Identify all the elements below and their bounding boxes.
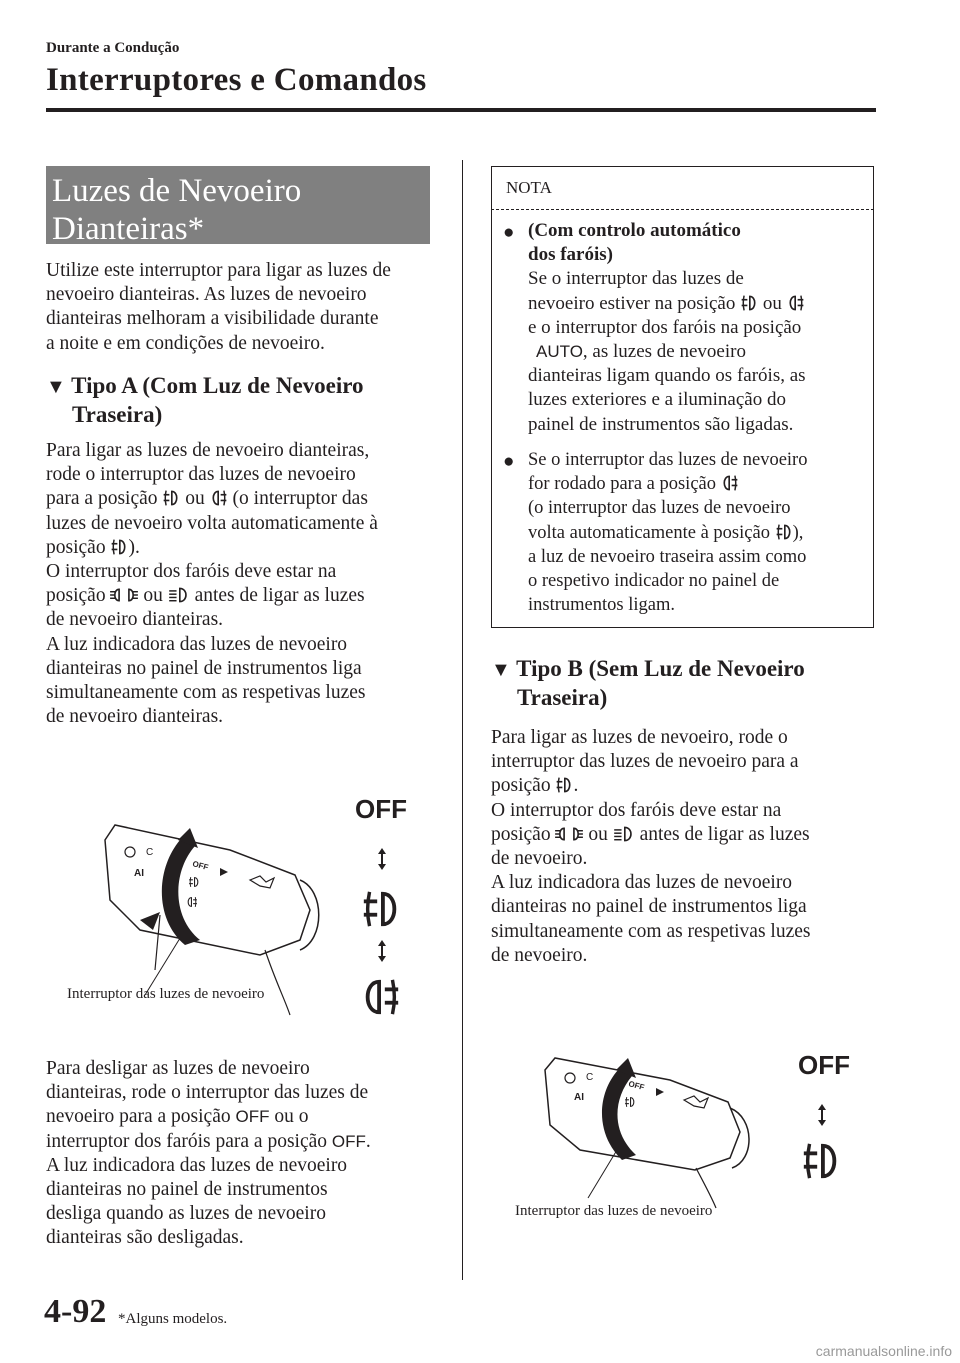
text-line: Para ligar as luzes de nevoeiro dianteiras, — [46, 440, 370, 461]
text-line: dianteiras no painel de instrumentos — [46, 1179, 328, 1201]
headlight-icon — [613, 825, 635, 843]
text-line: rode o interruptor das luzes de nevoeiro — [46, 464, 356, 486]
text-line: dianteiras, rode o interruptor das luzes de — [46, 1082, 369, 1104]
text-line: ou — [588, 823, 608, 845]
front-fog-icon — [775, 523, 793, 541]
watermark: carmanualsonline.info — [815, 1343, 952, 1359]
figure-caption: Interruptor das luzes de nevoeiro — [67, 986, 265, 1002]
text-line: (o interruptor das — [232, 488, 368, 510]
text-line: . — [573, 775, 579, 797]
text-line: o respetivo indicador no painel de — [528, 571, 780, 592]
subheading-line1: Tipo B (Sem Luz de Nevoeiro — [516, 656, 805, 681]
intro-line: a noite e em condições de nevoeiro. — [46, 332, 325, 354]
subheading-tipo-b — [491, 655, 805, 712]
bullet-icon: ● — [503, 451, 515, 472]
parking-light-icon — [110, 586, 138, 604]
text-line: O interruptor dos faróis deve estar na — [46, 561, 337, 583]
front-fog-icon — [110, 538, 128, 556]
text-line: interruptor das luzes de nevoeiro para a — [491, 751, 799, 773]
rear-fog-icon — [787, 294, 805, 312]
off-symbol-text: OFF — [235, 1107, 270, 1127]
rear-fog-icon — [210, 489, 228, 507]
text-line: posição — [46, 585, 106, 607]
text-line: de nevoeiro. — [491, 944, 588, 966]
text-line: ou — [143, 585, 163, 607]
svg-text:C: C — [586, 1072, 594, 1083]
intro-paragraph — [46, 259, 391, 356]
text-line: dianteiras são desligadas. — [46, 1227, 244, 1249]
front-fog-symbol — [804, 1144, 835, 1178]
svg-text:C: C — [146, 847, 154, 858]
text-line: , as luzes de nevoeiro — [582, 341, 746, 363]
note-label: NOTA — [506, 178, 552, 197]
text-line: ). — [128, 536, 140, 558]
text-line: Se o interruptor das luzes de nevoeiro — [528, 450, 808, 470]
headlight-icon — [168, 586, 190, 604]
text-line: A luz indicadora das luzes de nevoeiro — [46, 1154, 348, 1176]
off-label: OFF — [798, 1050, 850, 1080]
text-line: dianteiras ligam quando os faróis, as — [528, 365, 806, 387]
section-label: Durante a Condução — [46, 40, 180, 56]
double-arrow-icon — [378, 940, 386, 962]
note-bullet-2 — [528, 448, 807, 617]
text-line: de nevoeiro dianteiras. — [46, 609, 224, 631]
header-rule — [46, 108, 876, 112]
text-line: ), — [792, 522, 804, 543]
text-line: Se o interruptor das luzes de — [528, 268, 744, 290]
tipo-b-paragraph — [491, 726, 810, 968]
text-line: interruptor dos faróis para a posição — [46, 1130, 328, 1152]
text-line: de nevoeiro. — [491, 848, 588, 870]
text-line: de nevoeiro dianteiras. — [46, 706, 224, 728]
section-title-box — [46, 166, 430, 247]
text-line: instrumentos ligam. — [528, 595, 675, 616]
page-number: 4-92 — [44, 1293, 107, 1330]
footnote: *Alguns modelos. — [118, 1311, 228, 1327]
text-line: luzes de nevoeiro volta automaticamente à — [46, 512, 378, 534]
fog-switch-figure-a — [60, 780, 440, 1020]
rear-fog-icon — [721, 474, 739, 492]
column-divider — [462, 160, 463, 1280]
text-line: posição — [491, 775, 551, 797]
text-line: painel de instrumentos são ligadas. — [528, 413, 794, 435]
off-symbol-text: OFF — [331, 1131, 366, 1151]
intro-line: dianteiras melhoram a visibilidade durante — [46, 308, 379, 330]
figure-caption: Interruptor das luzes de nevoeiro — [515, 1203, 713, 1219]
double-arrow-icon — [818, 1104, 826, 1126]
text-line: (Com controlo automático — [528, 220, 741, 241]
text-line: Para desligar as luzes de nevoeiro — [46, 1058, 310, 1079]
text-line: desliga quando as luzes de nevoeiro — [46, 1203, 326, 1225]
section-title-line2: Dianteiras* — [52, 211, 205, 247]
intro-line: Utilize este interruptor para ligar as luzes de — [46, 260, 391, 281]
text-line: dos faróis) — [528, 244, 613, 266]
text-line: for rodado para a posição — [528, 474, 716, 495]
svg-text:AI: AI — [134, 868, 144, 879]
intro-line: nevoeiro dianteiras. As luzes de nevoeiro — [46, 284, 367, 306]
text-line: luzes exteriores e a iluminação do — [528, 389, 786, 411]
text-line: antes de ligar as luzes — [639, 823, 810, 845]
text-line: A luz indicadora das luzes de nevoeiro — [491, 872, 793, 894]
bullet-icon: ● — [503, 222, 515, 243]
fog-switch-figure-b — [500, 1030, 870, 1210]
text-line: e o interruptor dos faróis na posição — [528, 316, 802, 338]
text-line: simultaneamente com as respetivas luzes — [491, 920, 811, 942]
text-line: ou — [762, 292, 782, 314]
text-line: ou o — [274, 1106, 309, 1128]
auto-symbol-text: AUTO — [536, 342, 583, 362]
text-line: a luz de nevoeiro traseira assim como — [528, 546, 807, 567]
subheading-line2: Traseira) — [72, 402, 163, 427]
parking-light-icon — [555, 825, 583, 843]
text-line: antes de ligar as luzes — [194, 585, 365, 607]
triangle-icon: ▼ — [491, 659, 511, 681]
text-line: . — [365, 1130, 371, 1152]
off-label: OFF — [355, 794, 407, 824]
text-line: dianteiras no painel de instrumentos liga — [46, 657, 362, 679]
front-fog-icon — [162, 489, 180, 507]
text-line: nevoeiro estiver na posição — [528, 292, 736, 314]
svg-text:AI: AI — [574, 1092, 584, 1103]
note-bullet-1 — [528, 219, 806, 437]
rear-fog-symbol — [368, 980, 399, 1014]
svg-text:OFF: OFF — [627, 1079, 646, 1093]
text-line: para a posição — [46, 488, 158, 510]
triangle-icon: ▼ — [46, 376, 66, 398]
off-paragraph — [46, 1057, 371, 1251]
double-arrow-icon — [378, 848, 386, 870]
text-line: A luz indicadora das luzes de nevoeiro — [46, 633, 348, 655]
text-line: O interruptor dos faróis deve estar na — [491, 799, 782, 821]
subheading-tipo-a — [46, 372, 364, 429]
section-title-line1: Luzes de Nevoeiro — [52, 173, 302, 209]
text-line: posição — [491, 823, 551, 845]
text-line: nevoeiro para a posição — [46, 1106, 231, 1128]
text-line: volta automaticamente à posição — [528, 522, 770, 543]
subheading-line1: Tipo A (Com Luz de Nevoeiro — [71, 373, 364, 398]
front-fog-icon — [555, 776, 573, 794]
text-line: posição — [46, 536, 106, 558]
chapter-title: Interruptores e Comandos — [46, 62, 427, 98]
text-line: Para ligar as luzes de nevoeiro, rode o — [491, 727, 788, 748]
front-fog-icon — [740, 294, 758, 312]
tipo-a-paragraph — [46, 439, 378, 729]
text-line: (o interruptor das luzes de nevoeiro — [528, 498, 791, 519]
text-line: ou — [185, 488, 205, 510]
subheading-line2: Traseira) — [517, 685, 608, 710]
lever-illustration — [545, 1058, 749, 1208]
svg-text:OFF: OFF — [191, 859, 210, 873]
text-line: dianteiras no painel de instrumentos liga — [491, 896, 807, 918]
front-fog-symbol — [364, 892, 395, 926]
text-line: simultaneamente com as respetivas luzes — [46, 682, 366, 704]
